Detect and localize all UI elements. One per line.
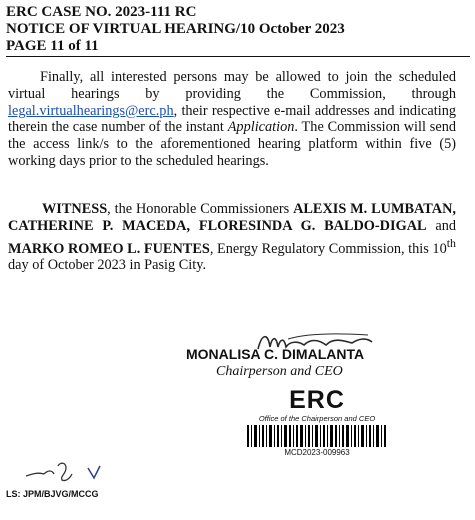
commissioner-names-2: MARKO ROMEO L. FUENTES bbox=[8, 240, 210, 257]
barcode-image bbox=[247, 425, 387, 447]
p2-text-b: , Energy Regulatory Commission, this 10 bbox=[209, 240, 447, 257]
initials-image bbox=[22, 460, 122, 484]
application-term: Application bbox=[227, 119, 295, 136]
p2-text-c: day of October 2023 in Pasig City. bbox=[8, 257, 207, 274]
commissioner-names-1: ALEXIS M. LUMBATAN, CATHERINE P. MACEDA, FLORESINDA G. BALDO-DIGAL bbox=[8, 201, 456, 234]
page-number: PAGE 11 of 11 bbox=[6, 38, 99, 54]
day-suffix: th bbox=[446, 235, 456, 250]
email-link[interactable]: legal.virtualhearings@erc.ph bbox=[8, 102, 174, 119]
p1-text-c: . The Commission will send the access link/s to the aforementioned hearing platform within five (5) working days prior to the scheduled hearings. bbox=[8, 119, 456, 169]
paragraph-virtual-hearing bbox=[8, 69, 456, 170]
paragraph-witness bbox=[8, 201, 456, 274]
signatory-title: Chairperson and CEO bbox=[216, 364, 343, 379]
stamp-office: Office of the Chairperson and CEO bbox=[258, 414, 376, 423]
case-number: ERC CASE NO. 2023-111 RC bbox=[6, 4, 197, 20]
erc-stamp bbox=[232, 386, 402, 457]
header-rule bbox=[6, 56, 470, 57]
p1-text-a: Finally, all interested persons may be allowed to join the scheduled virtual hearings by providing the Commission, through bbox=[8, 69, 456, 102]
erc-logo: ERC bbox=[289, 386, 345, 414]
document-header bbox=[6, 4, 470, 55]
p2-and: and bbox=[426, 217, 457, 234]
footer-initials: LS: JPM/BJVG/MCCG bbox=[6, 489, 99, 499]
p2-text-a: , the Honorable Commissioners bbox=[107, 201, 294, 217]
notice-title: NOTICE OF VIRTUAL HEARING/10 October 2023 bbox=[6, 21, 345, 37]
witness-label: WITNESS bbox=[42, 201, 108, 217]
p1-text-b: , their respective e-mail addresses and indicating therein the case number of the instant bbox=[8, 102, 456, 136]
stamp-code: MCD2023-009963 bbox=[284, 448, 350, 457]
signatory-name: MONALISA C. DIMALANTA bbox=[186, 346, 365, 362]
